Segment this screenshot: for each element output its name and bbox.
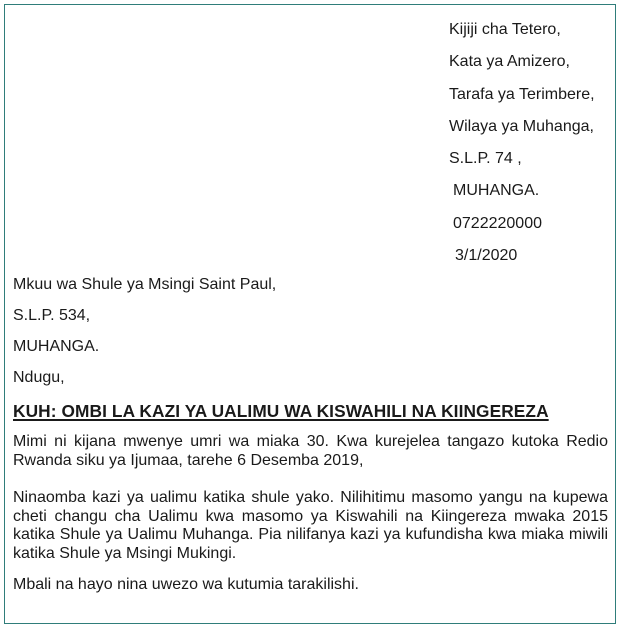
sender-po-box: S.L.P. 74 , <box>449 150 522 168</box>
recipient-title: Mkuu wa Shule ya Msingi Saint Paul, <box>13 276 277 293</box>
sender-district: Wilaya ya Muhanga, <box>449 117 594 135</box>
sender-town: MUHANGA. <box>453 182 540 200</box>
sender-ward: Kata ya Amizero, <box>449 53 570 71</box>
recipient-town: MUHANGA. <box>13 338 100 355</box>
body-paragraph-3: Mbali na hayo nina uwezo wa kutumia tarakilishi. <box>13 576 359 593</box>
recipient-address-block <box>13 269 276 393</box>
body-paragraph-2: Ninaomba kazi ya ualimu katika shule yako. Nilihitimu masomo yangu na kupewa cheti changu cha Ualimu kwa masomo ya Kiswahili na Kiingereza mwaka 2015 katika Shule ya Ualimu Muhanga. Pia nilifanya kazi ya kufundisha kwa miaka miwili katika Shule ya Msingi Mukingi. <box>13 489 608 562</box>
sender-division: Tarafa ya Terimbere, <box>449 85 595 103</box>
sender-village: Kijiji cha Tetero, <box>449 21 561 38</box>
sender-phone: 0722220000 <box>453 214 542 232</box>
letter-subject: KUH: OMBI LA KAZI YA UALIMU WA KISWAHILI NA KIINGEREZA <box>13 401 549 421</box>
letter-date: 3/1/2020 <box>455 247 518 265</box>
salutation: Ndugu, <box>13 369 65 386</box>
sender-address-block <box>449 14 595 272</box>
body-paragraph-1: Mimi ni kijana mwenye umri wa miaka 30. Kwa kurejelea tangazo kutoka Redio Rwanda siku ya Ijumaa, tarehe 6 Desemba 2019, <box>13 433 608 469</box>
recipient-po-box: S.L.P. 534, <box>13 307 91 324</box>
